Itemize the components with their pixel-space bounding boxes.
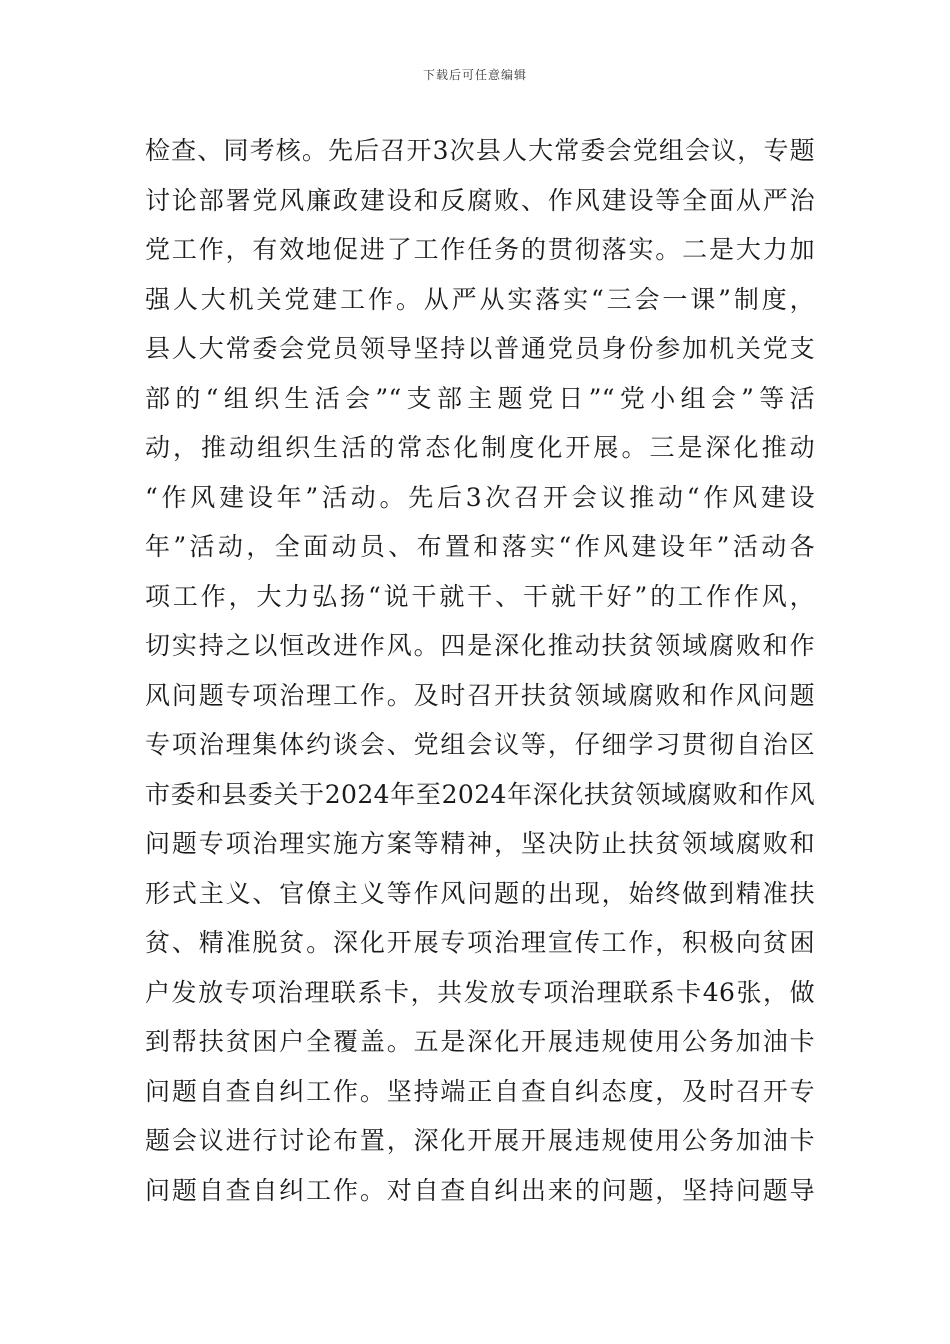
- text-line: 市委和县委关于2024年至2024年深化扶贫领域腐败和作风: [145, 779, 815, 809]
- text-line: 动，推动组织生活的常态化制度化开展。三是深化推动: [145, 433, 815, 462]
- text-line: 党工作，有效地促进了工作任务的贯彻落实。二是大力加: [145, 235, 815, 264]
- text-line: 切实持之以恒改进作风。四是深化推动扶贫领域腐败和作: [145, 631, 815, 660]
- document-body: [145, 126, 815, 1215]
- text-line: 问题自查自纠工作。对自查自纠出来的问题，坚持问题导: [145, 1175, 815, 1205]
- text-line: 题会议进行讨论布置，深化开展开展违规使用公务加油卡: [145, 1126, 815, 1155]
- text-line: 检查、同考核。先后召开3次县人大常委会党组会议，专题: [145, 136, 815, 165]
- text-line: 专项治理集体约谈会、党组会议等，仔细学习贯彻自治区: [145, 730, 815, 759]
- text-line: 项工作，大力弘扬“说干就干、干就干好”的工作作风，: [145, 581, 815, 611]
- text-line: 贫、精准脱贫。深化开展专项治理宣传工作，积极向贫困: [145, 928, 815, 957]
- text-line: 县人大常委会党员领导坚持以普通党员身份参加机关党支: [145, 334, 815, 363]
- text-line: 问题自查自纠工作。坚持端正自查自纠态度，及时召开专: [145, 1076, 815, 1106]
- text-line: 到帮扶贫困户全覆盖。五是深化开展违规使用公务加油卡: [145, 1027, 815, 1056]
- page-header: 下载后可任意编辑: [422, 68, 527, 82]
- text-line: 风问题专项治理工作。及时召开扶贫领域腐败和作风问题: [145, 680, 815, 710]
- text-line: 问题专项治理实施方案等精神，坚决防止扶贫领域腐败和: [145, 829, 815, 858]
- text-line: 户发放专项治理联系卡，共发放专项治理联系卡46张，做: [145, 977, 815, 1007]
- text-line: 部的“组织生活会”“支部主题党日”“党小组会”等活: [145, 383, 815, 413]
- text-line: 年”活动，全面动员、布置和落实“作风建设年”活动各: [145, 532, 815, 561]
- text-line: 形式主义、官僚主义等作风问题的出现，始终做到精准扶: [145, 878, 815, 908]
- text-line: 强人大机关党建工作。从严从实落实“三会一课”制度，: [145, 284, 815, 314]
- text-line: 讨论部署党风廉政建设和反腐败、作风建设等全面从严治: [145, 185, 815, 215]
- text-line: “作风建设年”活动。先后3次召开会议推动“作风建设: [145, 482, 815, 512]
